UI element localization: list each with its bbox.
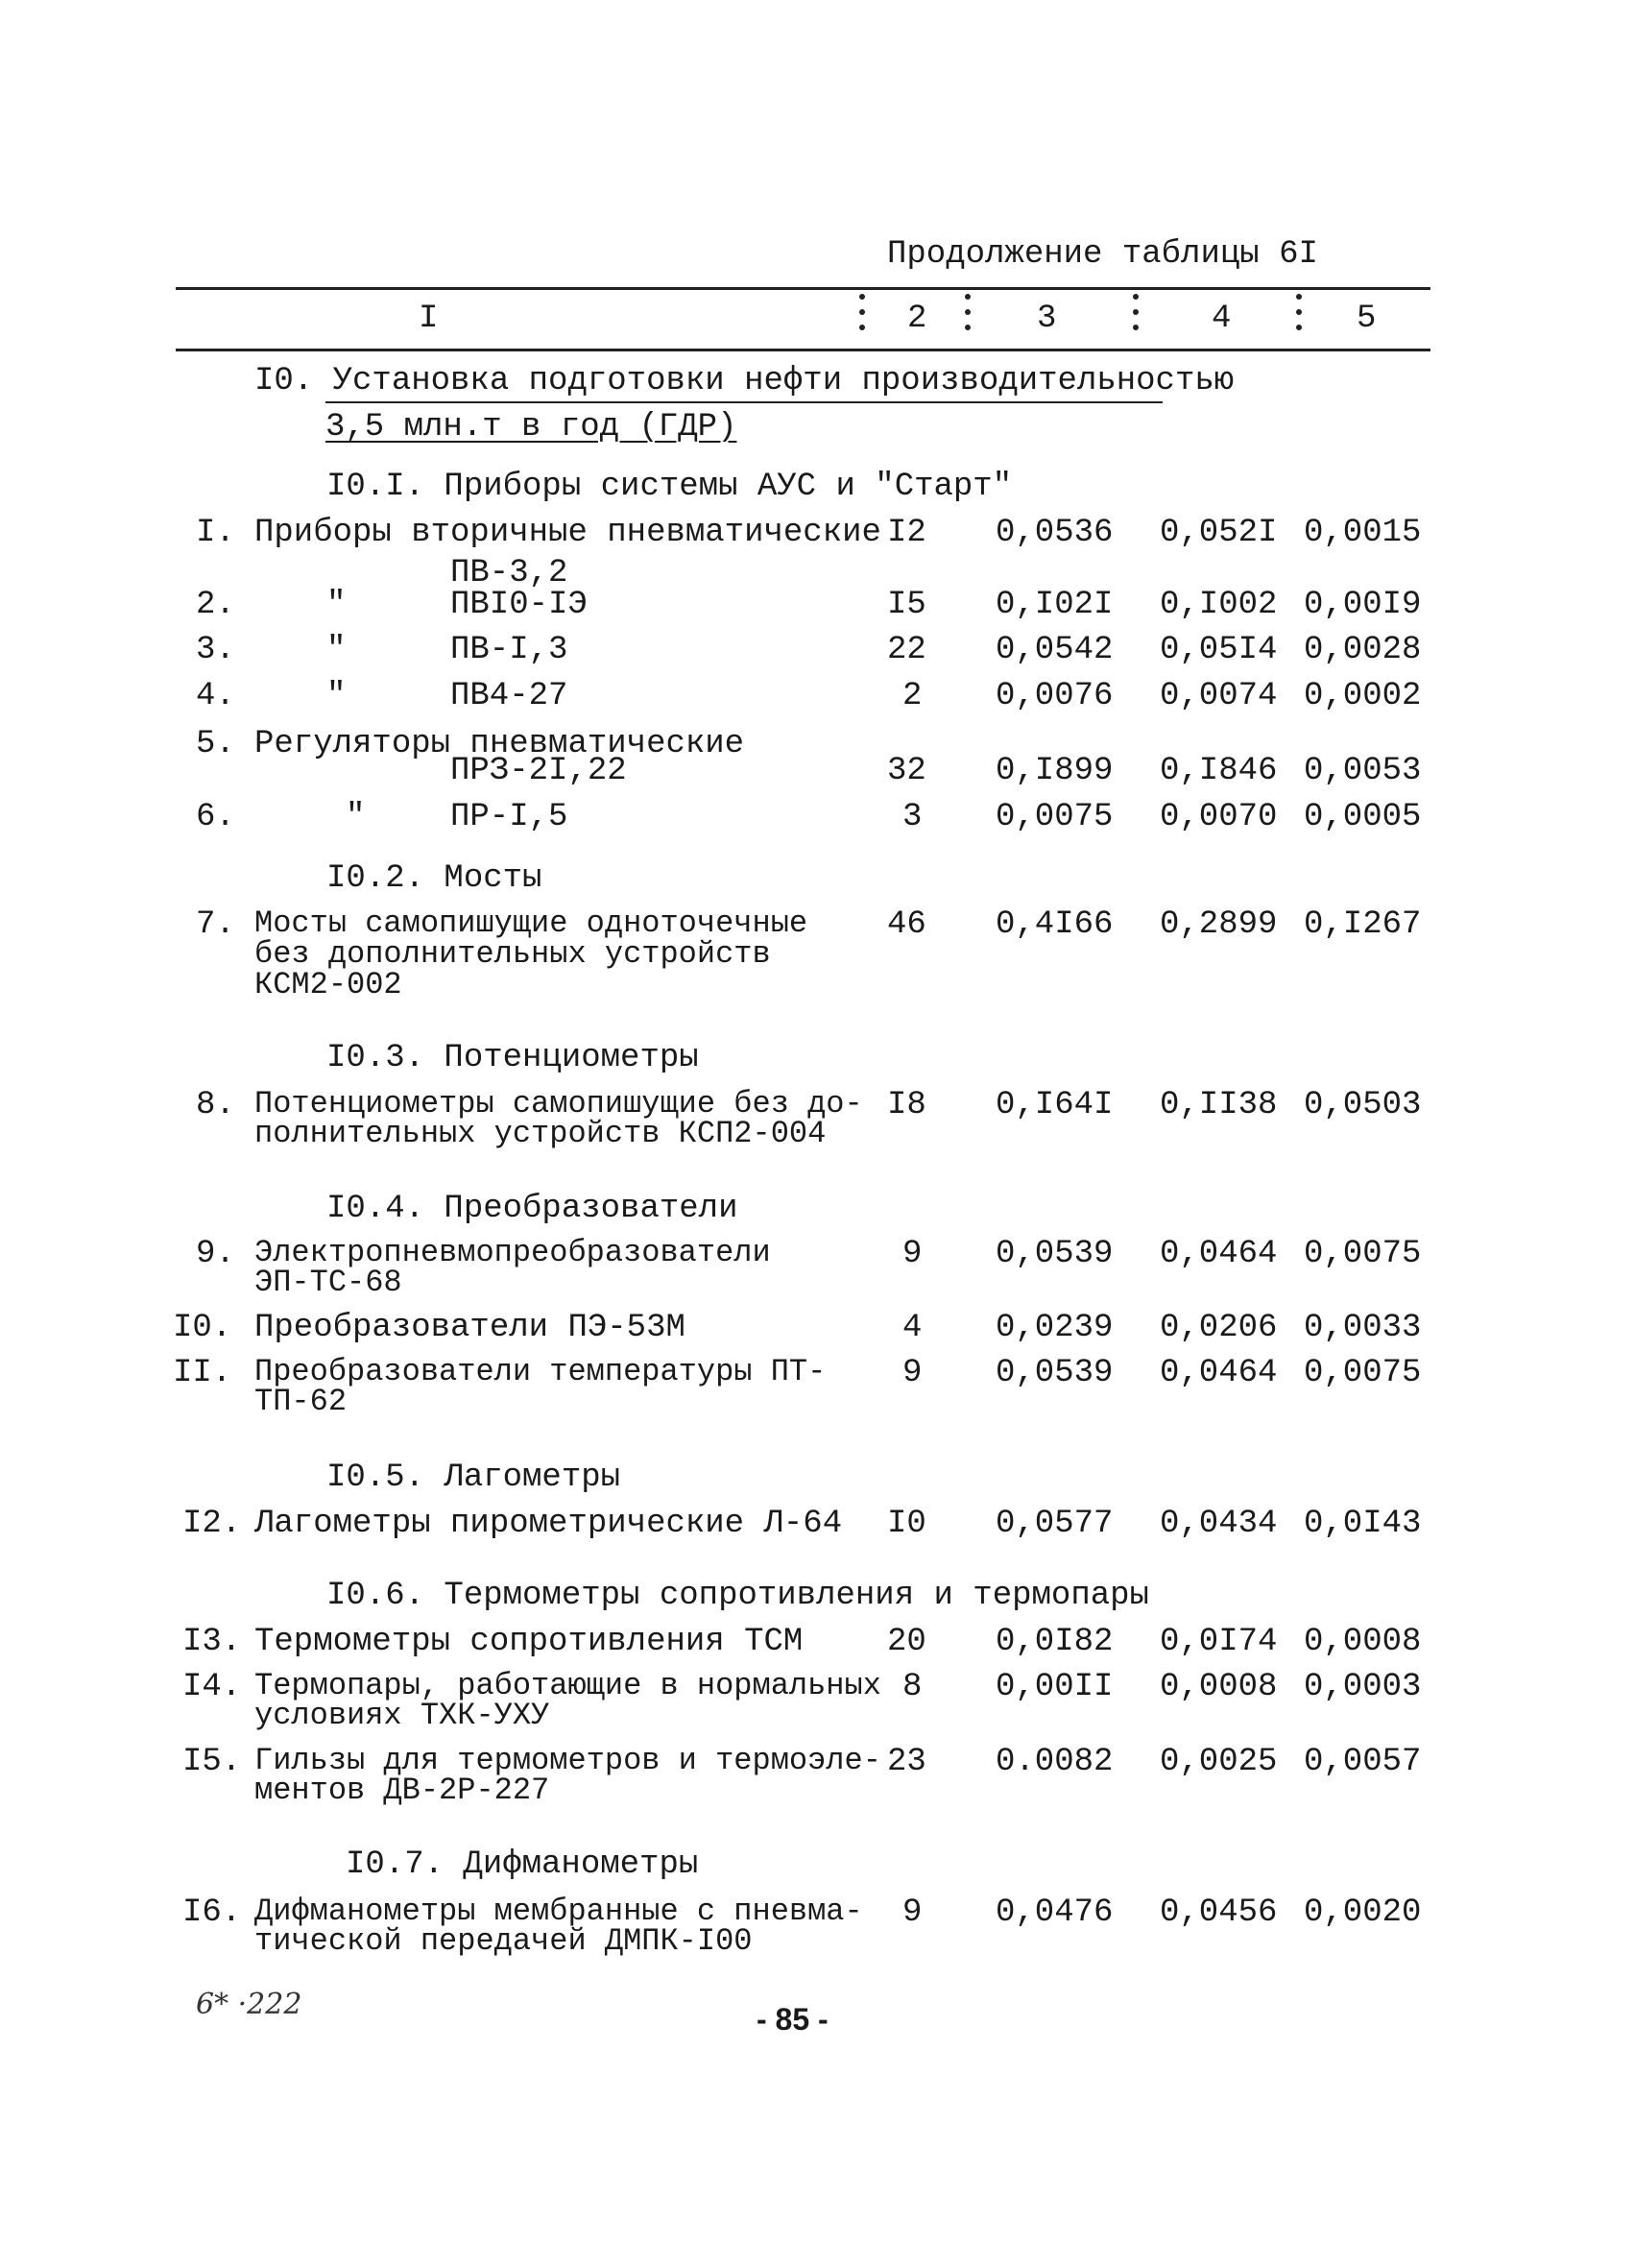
row-col3: 0,0577 xyxy=(996,1506,1114,1542)
row-col4: 0,0008 xyxy=(1160,1669,1278,1705)
row-col4: 0,0456 xyxy=(1160,1894,1278,1931)
subsection-title: I0.I. Приборы системы АУС и "Старт" xyxy=(326,469,1013,505)
section-title-underline xyxy=(325,401,1163,403)
row-number: II. xyxy=(173,1355,232,1391)
row-col2: 22 xyxy=(887,632,926,668)
row-col5: 0,0075 xyxy=(1304,1355,1422,1391)
row-model: ПВ4-27 xyxy=(450,678,568,714)
row-number: I4. xyxy=(182,1669,242,1705)
row-model: ПВI0-IЭ xyxy=(450,587,588,623)
row-number: 4. xyxy=(196,678,235,714)
row-col3: 0,0076 xyxy=(996,678,1114,714)
row-col4: 0,0206 xyxy=(1160,1310,1278,1346)
row-col5: 0,0002 xyxy=(1304,678,1422,714)
row-col3: 0,I899 xyxy=(996,753,1114,789)
column-header-2: 2 xyxy=(907,301,927,337)
row-description: Термопары, работающие в нормальных xyxy=(254,1668,881,1703)
row-ditto: " xyxy=(346,799,366,835)
table-top-rule xyxy=(176,287,1430,290)
row-col2: 46 xyxy=(887,906,926,943)
row-number: 8. xyxy=(196,1087,235,1123)
row-col5: 0,0003 xyxy=(1304,1669,1422,1705)
row-ditto: " xyxy=(326,587,347,623)
row-col3: 0,0536 xyxy=(996,515,1114,551)
section-title-line2: 3,5 млн.т в год (ГДР) xyxy=(325,409,737,446)
row-col2: 9 xyxy=(902,1236,923,1272)
section-title xyxy=(254,365,1234,398)
row-col4: 0,0025 xyxy=(1160,1744,1278,1780)
row-col4: 0,I846 xyxy=(1160,753,1278,789)
row-col5: 0,0I43 xyxy=(1304,1506,1422,1542)
row-col2: I5 xyxy=(887,587,926,623)
row-col2: I0 xyxy=(887,1506,926,1542)
subsection-title: I0.4. Преобразователи xyxy=(326,1191,738,1227)
column-separator xyxy=(1296,294,1302,340)
row-description: Гильзы для термометров и термоэле- xyxy=(254,1743,881,1778)
table-continuation-label: Продолжение таблицы 6I xyxy=(887,236,1318,273)
row-number: 6. xyxy=(196,799,235,835)
row-col2: 9 xyxy=(902,1355,923,1391)
row-col5: 0,0053 xyxy=(1304,753,1422,789)
row-col3: 0,00II xyxy=(996,1669,1114,1705)
row-number: I2. xyxy=(182,1506,242,1542)
subsection-title: I0.6. Термометры сопротивления и термопары xyxy=(326,1578,1149,1614)
row-model: ТП-62 xyxy=(254,1384,348,1419)
row-col3: 0,I02I xyxy=(996,587,1114,623)
row-col2: 8 xyxy=(902,1669,923,1705)
row-col2: 2 xyxy=(902,678,923,714)
subsection-title: I0.2. Мосты xyxy=(326,860,542,897)
row-col3: 0,0075 xyxy=(996,799,1114,835)
row-number: I. xyxy=(196,515,235,551)
row-number: I5. xyxy=(182,1744,242,1780)
row-description: Термометры сопротивления ТСМ xyxy=(254,1624,804,1660)
row-col3: 0,0539 xyxy=(996,1355,1114,1391)
row-number: I0. xyxy=(173,1310,232,1346)
row-col4: 0,0070 xyxy=(1160,799,1278,835)
page-number: - 85 - xyxy=(757,2002,829,2037)
column-header-3: 3 xyxy=(1037,301,1057,337)
row-number: I6. xyxy=(182,1894,242,1931)
subsection-title: I0.5. Лагометры xyxy=(326,1460,621,1496)
row-col4: 0,0074 xyxy=(1160,678,1278,714)
row-col2: I2 xyxy=(887,515,926,551)
column-separator xyxy=(1133,294,1139,340)
row-col5: 0,0005 xyxy=(1304,799,1422,835)
row-col4: 0,05I4 xyxy=(1160,632,1278,668)
row-description: Электропневмопреобразователи xyxy=(254,1235,771,1270)
column-header-4: 4 xyxy=(1212,301,1232,337)
row-col2: 9 xyxy=(902,1894,923,1931)
row-description: Дифманометры мембранные с пневма- xyxy=(254,1894,863,1929)
row-col4: 0,2899 xyxy=(1160,906,1278,943)
row-description: Потенциометры самопишущие без до- xyxy=(254,1086,863,1122)
row-description: Лагометры пирометрические Л-64 xyxy=(254,1506,843,1542)
row-col5: 0,0033 xyxy=(1304,1310,1422,1346)
handwritten-note: 6* ·222 xyxy=(196,1988,302,2021)
column-separator xyxy=(965,294,971,340)
column-header-1: I xyxy=(419,301,439,337)
row-col3: 0,0476 xyxy=(996,1894,1114,1931)
row-col4: 0,II38 xyxy=(1160,1087,1278,1123)
row-description: Мосты самопишущие одноточечные xyxy=(254,905,808,941)
row-col2: 3 xyxy=(902,799,923,835)
row-col4: 0,052I xyxy=(1160,515,1278,551)
row-number: 3. xyxy=(196,632,235,668)
row-description: Регуляторы пневматические xyxy=(254,726,745,762)
column-header-5: 5 xyxy=(1357,301,1377,337)
row-col2: 20 xyxy=(887,1624,926,1660)
row-col5: 0,0020 xyxy=(1304,1894,1422,1931)
table-header-rule xyxy=(176,349,1430,351)
row-col5: 0,0008 xyxy=(1304,1624,1422,1660)
row-col5: 0,0503 xyxy=(1304,1087,1422,1123)
row-description-line2: полнительных устройств КСП2-004 xyxy=(254,1116,827,1151)
row-col4: 0,0464 xyxy=(1160,1355,1278,1391)
row-col3: 0,0239 xyxy=(996,1310,1114,1346)
row-col2: 23 xyxy=(887,1744,926,1780)
row-model: условиях ТХК-УХУ xyxy=(254,1698,550,1733)
row-number: 2. xyxy=(196,587,235,623)
row-col5: 0,0075 xyxy=(1304,1236,1422,1272)
row-model: КСМ2-002 xyxy=(254,967,402,1002)
subsection-title: I0.3. Потенциометры xyxy=(326,1040,699,1076)
row-col5: 0,0057 xyxy=(1304,1744,1422,1780)
row-col3: 0,I64I xyxy=(996,1087,1114,1123)
subsection-title: I0.7. Дифманометры xyxy=(346,1846,699,1883)
row-col3: 0.0082 xyxy=(996,1744,1114,1780)
row-model: ПВ-3,2 xyxy=(450,555,568,591)
row-col2: I8 xyxy=(887,1087,926,1123)
row-model: ментов ДВ-2Р-227 xyxy=(254,1773,550,1808)
row-col5: 0,0028 xyxy=(1304,632,1422,668)
row-description: Преобразователи ПЭ-53М xyxy=(254,1310,685,1346)
row-description: Приборы вторичные пневматические xyxy=(254,515,881,551)
row-col2: 32 xyxy=(887,753,926,789)
row-col5: 0,00I9 xyxy=(1304,587,1422,623)
row-model: ПРЗ-2I,22 xyxy=(450,753,627,789)
row-model: тической передачей ДМПК-I00 xyxy=(254,1923,753,1959)
row-col2: 4 xyxy=(902,1310,923,1346)
row-col4: 0,0I74 xyxy=(1160,1624,1278,1660)
row-model: ЭП-ТС-68 xyxy=(254,1265,402,1300)
row-model: ПР-I,5 xyxy=(450,799,568,835)
row-number: 7. xyxy=(196,906,235,943)
row-ditto: " xyxy=(326,678,347,714)
row-col4: 0,I002 xyxy=(1160,587,1278,623)
row-description-line2: без дополнительных устройств xyxy=(254,936,771,972)
column-separator xyxy=(859,294,865,340)
row-col3: 0,0I82 xyxy=(996,1624,1114,1660)
row-col5: 0,I267 xyxy=(1304,906,1422,943)
row-number: 9. xyxy=(196,1236,235,1272)
section-title-line1: I0. Установка подготовки нефти производительностью xyxy=(254,363,1235,399)
row-col4: 0,0464 xyxy=(1160,1236,1278,1272)
row-model: ПВ-I,3 xyxy=(450,632,568,668)
row-col3: 0,0539 xyxy=(996,1236,1114,1272)
row-col5: 0,0015 xyxy=(1304,515,1422,551)
row-col3: 0,0542 xyxy=(996,632,1114,668)
row-number: 5. xyxy=(196,726,235,762)
row-description: Преобразователи температуры ПТ- xyxy=(254,1354,827,1389)
row-col4: 0,0434 xyxy=(1160,1506,1278,1542)
row-ditto: " xyxy=(326,632,347,668)
row-col3: 0,4I66 xyxy=(996,906,1114,943)
row-number: I3. xyxy=(182,1624,242,1660)
